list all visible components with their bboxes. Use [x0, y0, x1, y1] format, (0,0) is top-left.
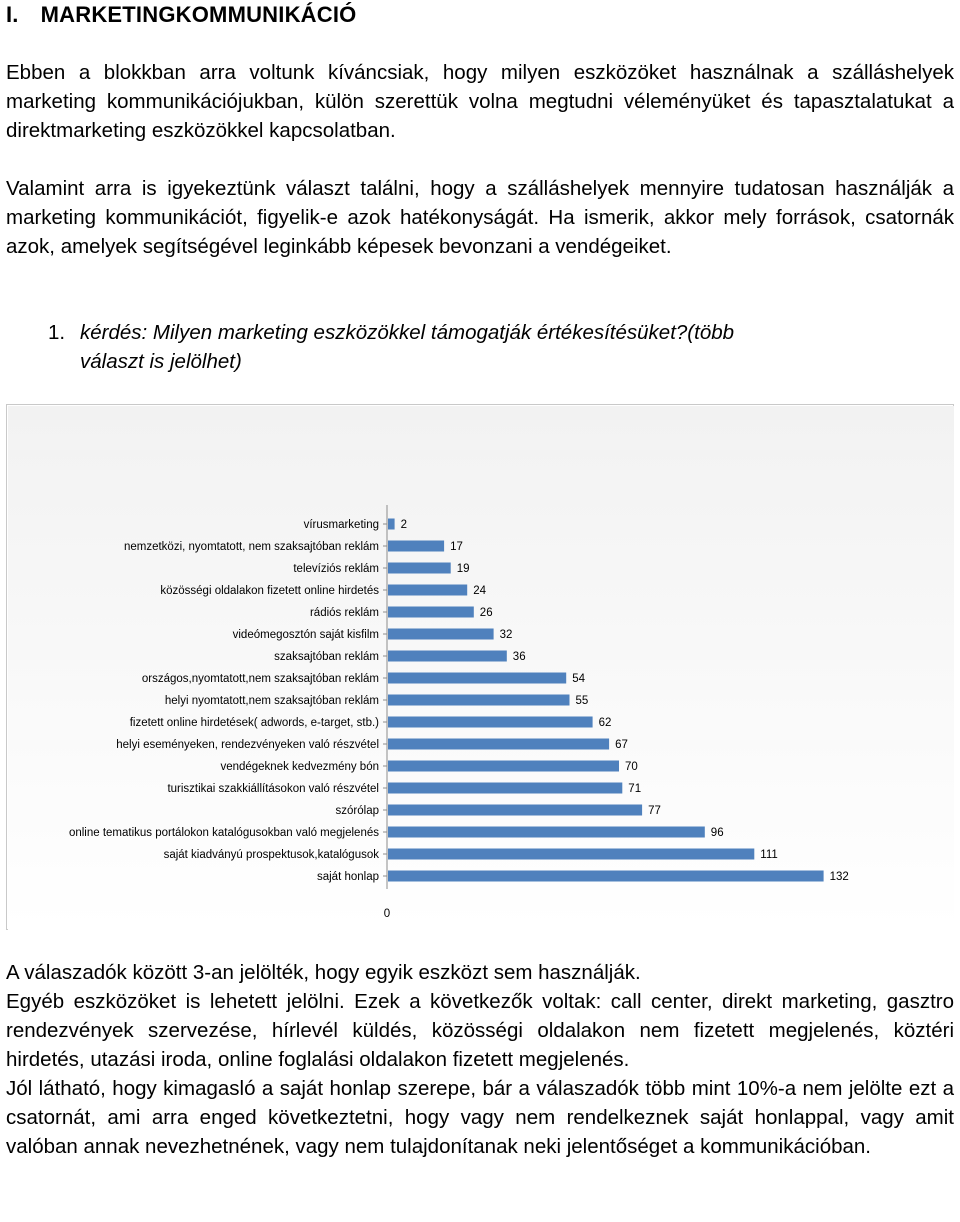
category-label: helyi nyomtatott,nem szaksajtóban reklám — [164, 695, 379, 707]
summary-text — [6, 958, 954, 1161]
bar-chart — [6, 404, 954, 930]
data-label: 77 — [648, 805, 661, 817]
category-label: saját kiadványú prospektusok,katalógusok — [163, 849, 379, 861]
category-label: online tematikus portálokon katalógusokban való megjelenés — [68, 827, 379, 839]
bar — [388, 519, 395, 530]
category-label: közösségi oldalakon fizetett online hirdetés — [160, 585, 379, 597]
bar — [388, 871, 824, 882]
bar — [388, 629, 494, 640]
data-label: 54 — [572, 673, 585, 685]
bar — [388, 805, 642, 816]
category-label: fizetett online hirdetések( adwords, e-target, stb.) — [129, 717, 379, 729]
summary-paragraph-3: Jól látható, hogy kimagasló a saját honlap szerepe, bár a válaszadók több mint 10%-a nem jelölte ezt a csatornát, ami arra enged következtetni, hogy vagy nem rendelkeznek saját honlappal, vagy amit valóban annak nevezhetnének, vagy nem tulajdonítanak neki jelentőséget a kommunikációban. — [6, 1077, 954, 1158]
data-label: 19 — [456, 563, 470, 575]
data-label: 132 — [829, 871, 849, 883]
data-label: 2 — [400, 519, 408, 531]
bar — [388, 673, 566, 684]
question-line1: kérdés: Milyen marketing eszközökkel támogatják értékesítésüket?(több — [80, 321, 735, 344]
question-number: 1. — [48, 321, 66, 344]
category-label: televíziós reklám — [293, 563, 379, 575]
category-label: saját honlap — [316, 871, 379, 883]
category-label: turisztikai szakkiállításokon való részvétel — [167, 783, 379, 795]
data-label: 36 — [512, 651, 526, 663]
data-label: 96 — [710, 827, 724, 839]
bar — [388, 783, 622, 794]
bar — [388, 761, 619, 772]
category-label: nemzetközi, nyomtatott, nem szaksajtóban reklám — [123, 541, 379, 553]
summary-paragraph-2: Egyéb eszközöket is lehetett jelölni. Ezek a következők voltak: call center, direkt marketing, gasztro rendezvények szervezése, hírlevél küldés, közösségi oldalakon nem fizetett megjelenés, köztéri hirdetés, utazási iroda, online foglalási oldalakon fizetett megjelenés. — [6, 990, 954, 1071]
bar — [388, 585, 467, 596]
data-label: 24 — [473, 585, 486, 597]
data-label: 26 — [479, 607, 493, 619]
category-label: szaksajtóban reklám — [274, 651, 379, 663]
bar — [388, 717, 593, 728]
data-label: 32 — [499, 629, 513, 641]
data-label: 55 — [575, 695, 589, 707]
data-label: 62 — [598, 717, 612, 729]
bar — [388, 651, 507, 662]
bar — [388, 695, 570, 706]
category-label: vírusmarketing — [303, 519, 379, 531]
data-label: 67 — [615, 739, 628, 751]
category-label: országos,nyomtatott,nem szaksajtóban reklám — [141, 673, 379, 685]
bar — [388, 827, 705, 838]
section-heading — [6, 2, 356, 28]
data-label: 70 — [625, 761, 638, 773]
data-label: 17 — [450, 541, 463, 553]
section-title: MARKETINGKOMMUNIKÁCIÓ — [40, 2, 357, 27]
chart-svg — [7, 405, 955, 931]
bar — [388, 563, 451, 574]
goal-paragraph: Valamint arra is igyekeztünk választ találni, hogy a szálláshelyek mennyire tudatosan használják a marketing kommunikációt, figyelik-e azok hatékonyságát. Ha ismerik, akkor mely források, csatornák azok, amelyek segítségével leginkább képesek bevonzani a vendégeiket. — [6, 177, 954, 258]
bar — [388, 849, 754, 860]
category-label: vendégeknek kedvezmény bón — [220, 761, 379, 773]
x-tick-label: 0 — [383, 908, 391, 920]
bar — [388, 541, 444, 552]
category-label: rádiós reklám — [309, 607, 379, 619]
intro-paragraph: Ebben a blokkban arra voltunk kíváncsiak, hogy milyen eszközöket használnak a szálláshelyek marketing kommunikációjukban, külön szerettük volna megtudni véleményüket és tapasztalatukat a direktmarketing eszközökkel kapcsolatban. — [6, 61, 954, 142]
summary-paragraph-1: A válaszadók között 3-an jelölték, hogy egyik eszközt sem használják. — [6, 961, 641, 984]
data-label: 71 — [628, 783, 642, 795]
category-label: videómegosztón saját kisfilm — [232, 629, 379, 641]
section-number: I. — [6, 2, 19, 27]
question-line2: választ is jelölhet) — [80, 350, 242, 373]
category-label: helyi eseményeken, rendezvényeken való részvétel — [116, 739, 379, 751]
bar — [388, 607, 474, 618]
bar — [388, 739, 609, 750]
category-label: szórólap — [335, 805, 379, 817]
question-text — [48, 318, 928, 376]
data-label: 111 — [760, 849, 778, 861]
